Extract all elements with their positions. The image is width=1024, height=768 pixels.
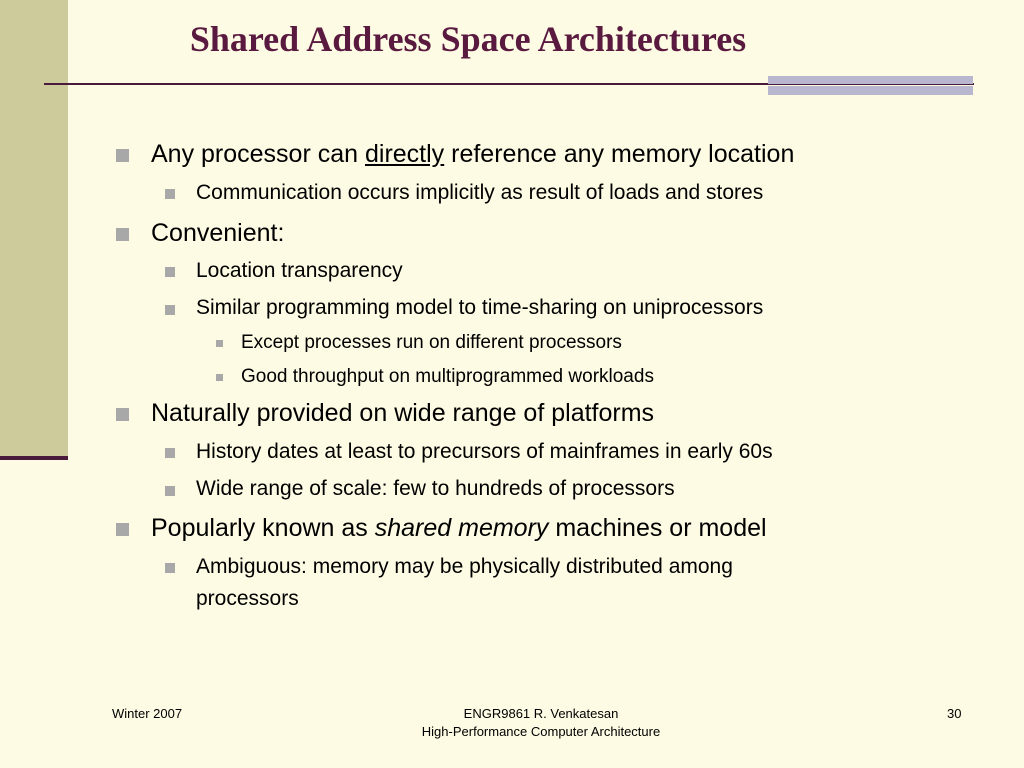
bullet-square-icon xyxy=(116,523,129,536)
sub-bullet-history: History dates at least to precursors of mainframes in early 60s xyxy=(196,440,773,463)
sub-bullet-square-icon xyxy=(165,189,175,199)
bullet-any-processor xyxy=(151,140,794,169)
bullet-text: Any processor can xyxy=(151,140,365,168)
sub-sub-bullet-good-throughput: Good throughput on multiprogrammed workloads xyxy=(241,366,654,387)
sub-bullet-ambiguous-line2: processors xyxy=(196,587,299,610)
sub-sub-bullet-square-icon xyxy=(216,340,223,347)
bullet-square-icon xyxy=(116,408,129,421)
left-decor-bar xyxy=(0,0,68,456)
sub-bullet-square-icon xyxy=(165,486,175,496)
bullet-text: Popularly known as xyxy=(151,514,375,542)
slide-title: Shared Address Space Architectures xyxy=(189,19,747,59)
footer-page-number: 30 xyxy=(947,706,962,721)
bullet-convenient: Convenient: xyxy=(151,219,285,247)
footer-course xyxy=(341,705,741,741)
bullet-text: reference any memory location xyxy=(444,140,795,168)
bullet-naturally-provided: Naturally provided on wide range of platforms xyxy=(151,399,655,427)
sub-bullet-location-transparency: Location transparency xyxy=(196,259,403,282)
bullet-square-icon xyxy=(116,149,129,162)
footer-course-name: ENGR9861 R. Venkatesan xyxy=(463,706,619,721)
bullet-underlined-text: directly xyxy=(365,140,445,168)
bullet-popularly-known xyxy=(151,514,767,543)
left-decor-line xyxy=(0,456,68,460)
title-accent-bar-bottom xyxy=(768,86,973,95)
sub-bullet-square-icon xyxy=(165,305,175,315)
bullet-text: machines or model xyxy=(548,514,767,542)
sub-sub-bullet-except-processes: Except processes run on different processors xyxy=(241,332,622,353)
sub-bullet-communication: Communication occurs implicitly as result of loads and stores xyxy=(196,181,764,204)
bullet-square-icon xyxy=(116,228,129,241)
footer-date: Winter 2007 xyxy=(112,706,183,721)
sub-bullet-square-icon xyxy=(165,267,175,277)
sub-bullet-square-icon xyxy=(165,563,175,573)
sub-sub-bullet-square-icon xyxy=(216,374,223,381)
title-accent-bar-top xyxy=(768,76,973,84)
sub-bullet-ambiguous-line1: Ambiguous: memory may be physically distributed among xyxy=(196,555,733,578)
sub-bullet-square-icon xyxy=(165,448,175,458)
sub-bullet-wide-range: Wide range of scale: few to hundreds of processors xyxy=(196,477,675,500)
sub-bullet-programming-model: Similar programming model to time-sharing on uniprocessors xyxy=(196,296,764,319)
footer-course-subtitle: High-Performance Computer Architecture xyxy=(421,724,661,739)
bullet-italic-text: shared memory xyxy=(374,514,549,542)
